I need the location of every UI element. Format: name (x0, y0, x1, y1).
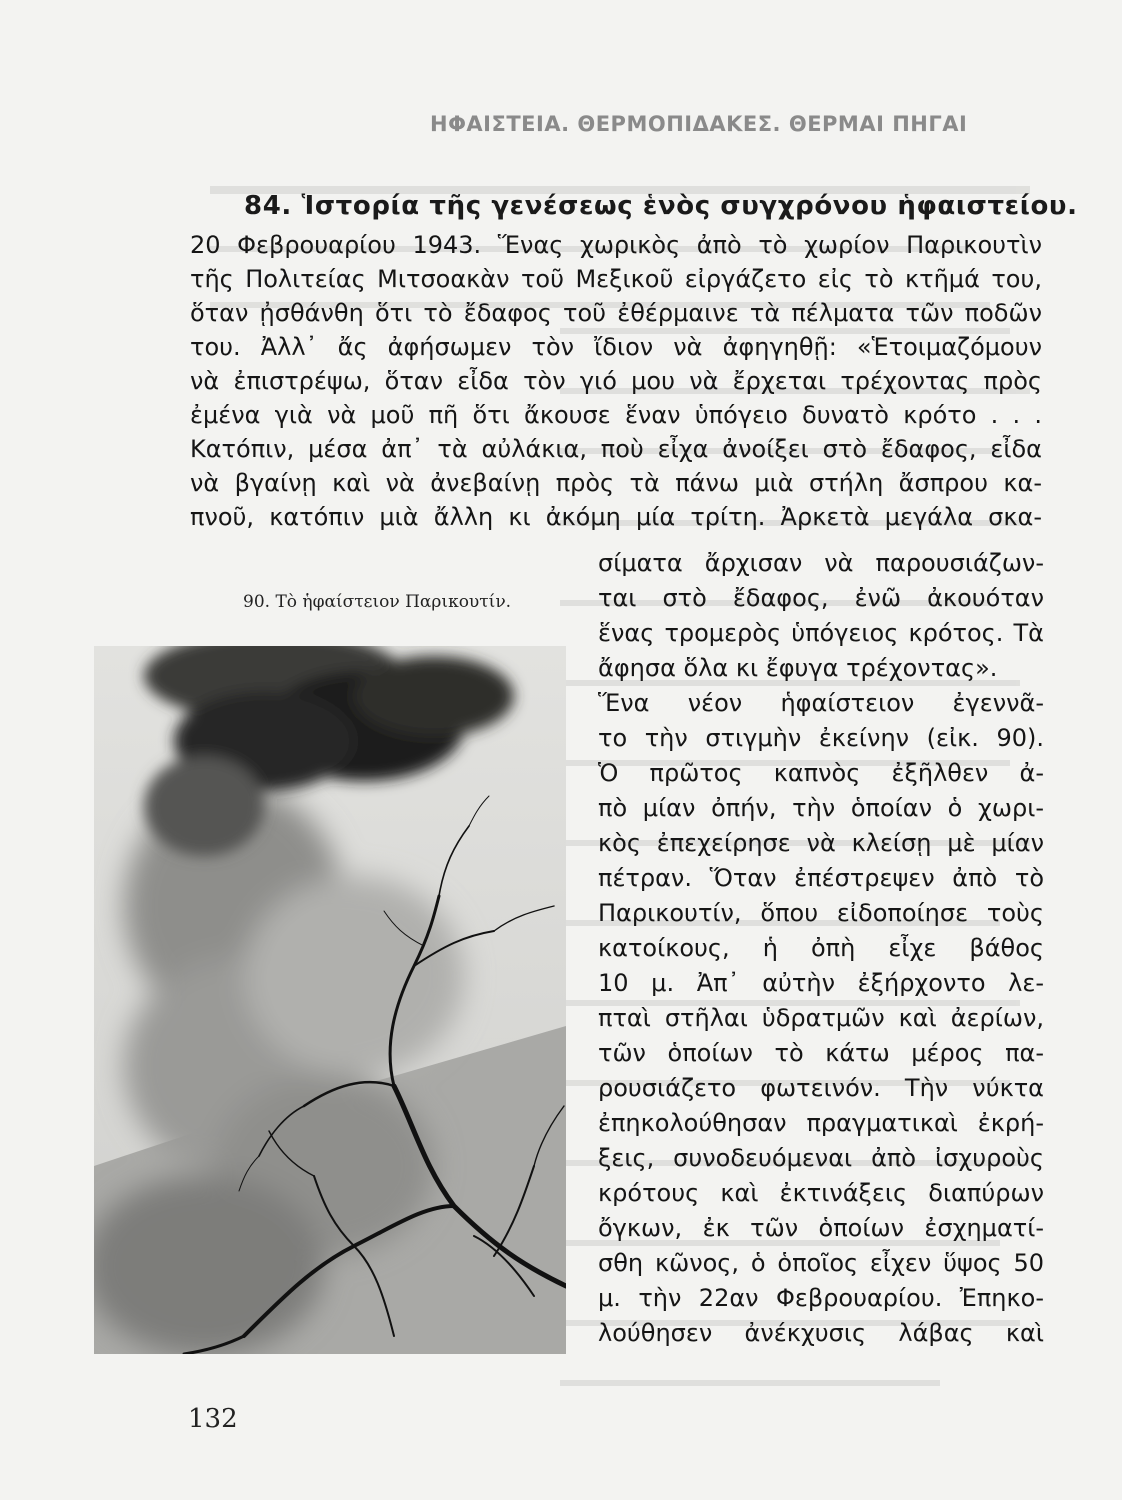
text-line: τῆς Πολιτείας Μιτσοακὰν τοῦ Μεξικοῦ εἰργάζετο εἰς τὸ κτῆμά του, (190, 265, 1042, 293)
text-line: ὅταν ᾐσθάνθη ὅτι τὸ ἔδαφος τοῦ ἐθέρμαινε τὰ πέλματα τῶν ποδῶν (190, 299, 1042, 327)
text-line: ἕνας τρομερὸς ὑπόγειος κρότος. Τὰ (598, 619, 1044, 647)
text-line: Παρικουτίν, ὅπου εἰδοποίησε τοὺς (598, 899, 1044, 927)
page-number: 132 (188, 1404, 238, 1434)
running-head: ΗΦΑΙΣΤΕΙΑ. ΘΕΡΜΟΠΙΔΑΚΕΣ. ΘΕΡΜΑΙ ΠΗΓΑΙ (430, 112, 968, 136)
text-line: πνοῦ, κατόπιν μιὰ ἄλλη κι ἀκόμη μία τρίτη. Ἀρκετὰ μεγάλα σκα- (190, 503, 1042, 531)
text-line: Ἕνα νέον ἡφαίστειον ἐγεννᾶ- (598, 689, 1044, 717)
text-line: ὄγκων, ἐκ τῶν ὁποίων ἐσχηματί- (598, 1214, 1044, 1242)
text-line: πταὶ στῆλαι ὑδρατμῶν καὶ ἀερίων, (598, 1004, 1044, 1032)
text-line: ἄφησα ὅλα κι ἔφυγα τρέχοντας». (598, 654, 998, 682)
text-line: το τὴν στιγμὴν ἐκείνην (εἰκ. 90). (598, 724, 1044, 752)
text-line: 20 Φεβρουαρίου 1943. Ἕνας χωρικὸς ἀπὸ τὸ χωρίον Παρικουτὶν (190, 231, 1042, 259)
text-line: Ὁ πρῶτος καπνὸς ἐξῆλθεν ἀ- (598, 759, 1044, 787)
section-heading: 84. Ἱστορία τῆς γενέσεως ἑνὸς συγχρόνου ἡφαιστείου. (244, 191, 1078, 221)
text-line: κὸς ἐπεχείρησε νὰ κλείσῃ μὲ μίαν (598, 829, 1044, 857)
text-line: ρουσιάζετο φωτεινόν. Τὴν νύκτα (598, 1074, 1044, 1102)
text-line: νὰ βγαίνῃ καὶ νὰ ἀνεβαίνῃ πρὸς τὰ πάνω μιὰ στήλη ἄσπρου κα- (190, 469, 1042, 497)
text-line: σίματα ἄρχισαν νὰ παρουσιάζων- (598, 549, 1044, 577)
figure-caption: 90. Τὸ ἡφαίστειον Παρικουτίν. (243, 592, 512, 612)
text-line: ἐμένα γιὰ νὰ μοῦ πῆ ὅτι ἄκουσε ἕναν ὑπόγειο δυνατὸ κρότο . . . (190, 401, 1042, 429)
text-line: σθη κῶνος, ὁ ὁποῖος εἶχεν ὕψος 50 (598, 1249, 1044, 1277)
text-line: Κατόπιν, μέσα ἀπ᾽ τὰ αὐλάκια, ποὺ εἶχα ἀνοίξει στὸ ἔδαφος, εἶδα (190, 435, 1042, 463)
text-line: νὰ ἐπιστρέψω, ὅταν εἶδα τὸν γιό μου νὰ ἔρχεται τρέχοντας πρὸς (190, 367, 1042, 395)
text-line: κατοίκους, ἡ ὀπὴ εἶχε βάθος (598, 934, 1044, 962)
text-line: 10 μ. Ἀπ᾽ αὐτὴν ἐξήρχοντο λε- (598, 969, 1044, 997)
text-line: πὸ μίαν ὀπήν, τὴν ὁποίαν ὁ χωρι- (598, 794, 1044, 822)
text-line: ἐπηκολούθησαν πραγματικαὶ ἐκρή- (598, 1109, 1044, 1137)
text-line: ξεις, συνοδευόμεναι ἀπὸ ἰσχυροὺς (598, 1144, 1044, 1172)
text-line: τῶν ὁποίων τὸ κάτω μέρος πα- (598, 1039, 1044, 1067)
text-line: ται στὸ ἔδαφος, ἐνῶ ἀκουόταν (598, 584, 1044, 612)
volcano-photo (94, 646, 566, 1354)
volcano-smoke-illustration (94, 646, 566, 1354)
text-line: μ. τὴν 22αν Φεβρουαρίου. Ἐπηκο- (598, 1284, 1044, 1312)
text-line: κρότους καὶ ἐκτινάξεις διαπύρων (598, 1179, 1044, 1207)
text-line: λούθησεν ἀνέκχυσις λάβας καὶ (598, 1319, 1044, 1347)
text-line: πέτραν. Ὅταν ἐπέστρεψεν ἀπὸ τὸ (598, 864, 1044, 892)
text-line: του. Ἀλλ᾽ ἄς ἀφήσωμεν τὸν ἴδιον νὰ ἀφηγηθῇ: «Ἑτοιμαζόμουν (190, 333, 1042, 361)
